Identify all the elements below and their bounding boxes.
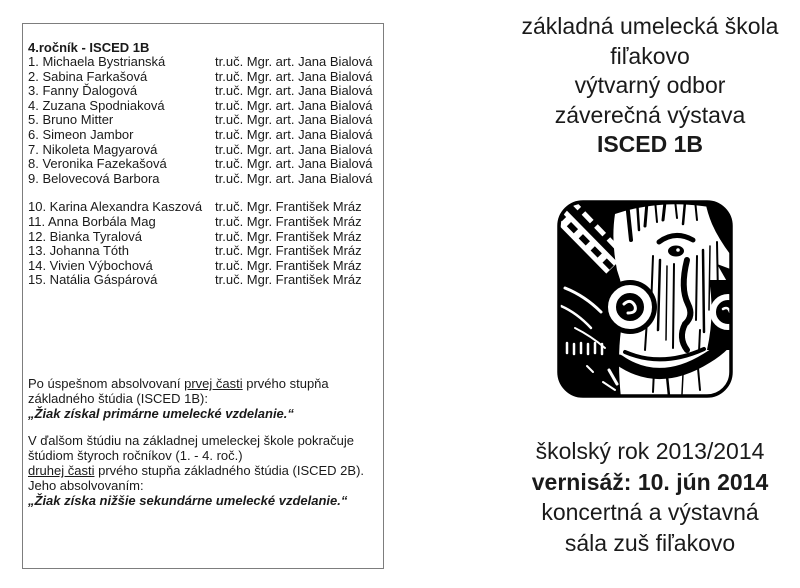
note-underlined-phrase: prvej časti (184, 376, 243, 391)
woodcut-face-artwork (557, 200, 733, 398)
note-underlined-phrase: druhej časti (28, 463, 95, 479)
venue-line: koncertná a výstavná (541, 499, 759, 525)
note-text: V ďalšom štúdiu na základnej umeleckej škole pokračuje (28, 432, 354, 448)
event-details (496, 436, 800, 558)
student-row (28, 99, 378, 114)
student-row (28, 157, 378, 172)
venue-line: sála zuš fiľakovo (564, 529, 736, 556)
student-row (28, 244, 378, 259)
student-row (28, 55, 378, 70)
note-text: Po úspešnom absolvovaní (28, 376, 185, 391)
student-name: 1. Michaela Bystrianská (28, 54, 166, 69)
student-teacher: tr.uč. Mgr. František Mráz (215, 243, 362, 259)
student-name: 5. Bruno Mitter (28, 112, 114, 128)
student-row (28, 128, 378, 143)
note-text: prvého stupňa (242, 376, 329, 391)
student-name: 14. Vivien Výbochová (28, 257, 153, 273)
student-row (28, 70, 378, 85)
title-line: výtvarný odbor (574, 72, 726, 98)
note-text: prvého stupňa základného štúdia (ISCED 2B). (94, 463, 365, 479)
student-name: 3. Fanny Ďalogová (28, 83, 138, 99)
student-name: 10. Karina Alexandra Kaszová (28, 199, 203, 215)
student-teacher: tr.uč. Mgr. František Mráz (215, 257, 362, 273)
student-teacher: tr.uč. Mgr. art. Jana Bialová (215, 112, 373, 128)
student-name: 8. Veronika Fazekašová (28, 156, 167, 172)
title-line: základná umelecká škola (521, 13, 779, 39)
student-teacher: tr.uč. Mgr. art. Jana Bialová (215, 156, 373, 172)
title-line: záverečná výstava (554, 101, 746, 128)
student-row (28, 230, 378, 245)
student-teacher: tr.uč. Mgr. František Mráz (215, 199, 362, 215)
student-row (28, 273, 378, 288)
student-name: 12. Bianka Tyralová (28, 228, 142, 244)
student-teacher: tr.uč. Mgr. art. Jana Bialová (215, 141, 373, 157)
student-row (28, 172, 378, 187)
student-teacher: tr.uč. Mgr. art. Jana Bialová (215, 83, 373, 99)
vernissage-date-line: vernisáž: 10. jún 2014 (531, 468, 769, 495)
student-roster (28, 55, 378, 288)
event-title (496, 12, 800, 160)
note-block-1 (28, 376, 378, 422)
student-row (28, 259, 378, 274)
student-name: 15. Natália Gáspárová (28, 272, 158, 288)
student-teacher: tr.uč. Mgr. František Mráz (215, 272, 362, 288)
student-teacher: tr.uč. Mgr. art. Jana Bialová (215, 126, 373, 142)
title-isced-line: ISCED 1B (596, 131, 704, 157)
note-text: Jeho absolvovaním: (28, 478, 144, 494)
class-header: 4.ročník - ISCED 1B (28, 40, 150, 55)
student-row (28, 200, 378, 215)
student-name: 11. Anna Borbála Mag (28, 213, 156, 229)
roster-group-gap (28, 186, 378, 200)
student-teacher: tr.uč. Mgr. art. Jana Bialová (215, 68, 373, 84)
student-name: 13. Johanna Tóth (28, 243, 129, 259)
student-row (28, 143, 378, 158)
student-row (28, 84, 378, 99)
student-row (28, 215, 378, 230)
student-name: 2. Sabina Farkašová (28, 68, 148, 84)
student-teacher: tr.uč. Mgr. František Mráz (215, 213, 362, 229)
note-text: štúdiom štyroch ročníkov (1. - 4. roč.) (28, 447, 243, 463)
student-teacher: tr.uč. Mgr. art. Jana Bialová (215, 170, 373, 186)
student-teacher: tr.uč. Mgr. art. Jana Bialová (215, 54, 373, 69)
note-text: základného štúdia (ISCED 1B): (28, 391, 208, 407)
left-page-frame (22, 23, 384, 569)
student-name: 6. Simeon Jambor (28, 126, 134, 142)
student-name: 7. Nikoleta Magyarová (28, 141, 158, 157)
study-notes (28, 376, 378, 520)
school-year-line: školský rok 2013/2014 (535, 438, 765, 464)
student-teacher: tr.uč. Mgr. art. Jana Bialová (215, 97, 373, 113)
student-name: 9. Belovecová Barbora (28, 170, 160, 186)
student-teacher: tr.uč. Mgr. František Mráz (215, 228, 362, 244)
note-block-2 (28, 433, 378, 509)
title-line: fiľakovo (610, 42, 690, 69)
student-row (28, 113, 378, 128)
note-quote: „Žiak získal primárne umelecké vzdelanie.“ (28, 406, 294, 422)
student-name: 4. Zuzana Spodniaková (28, 97, 165, 113)
note-quote: „Žiak získa nižšie sekundárne umelecké vzdelanie.“ (28, 493, 348, 509)
